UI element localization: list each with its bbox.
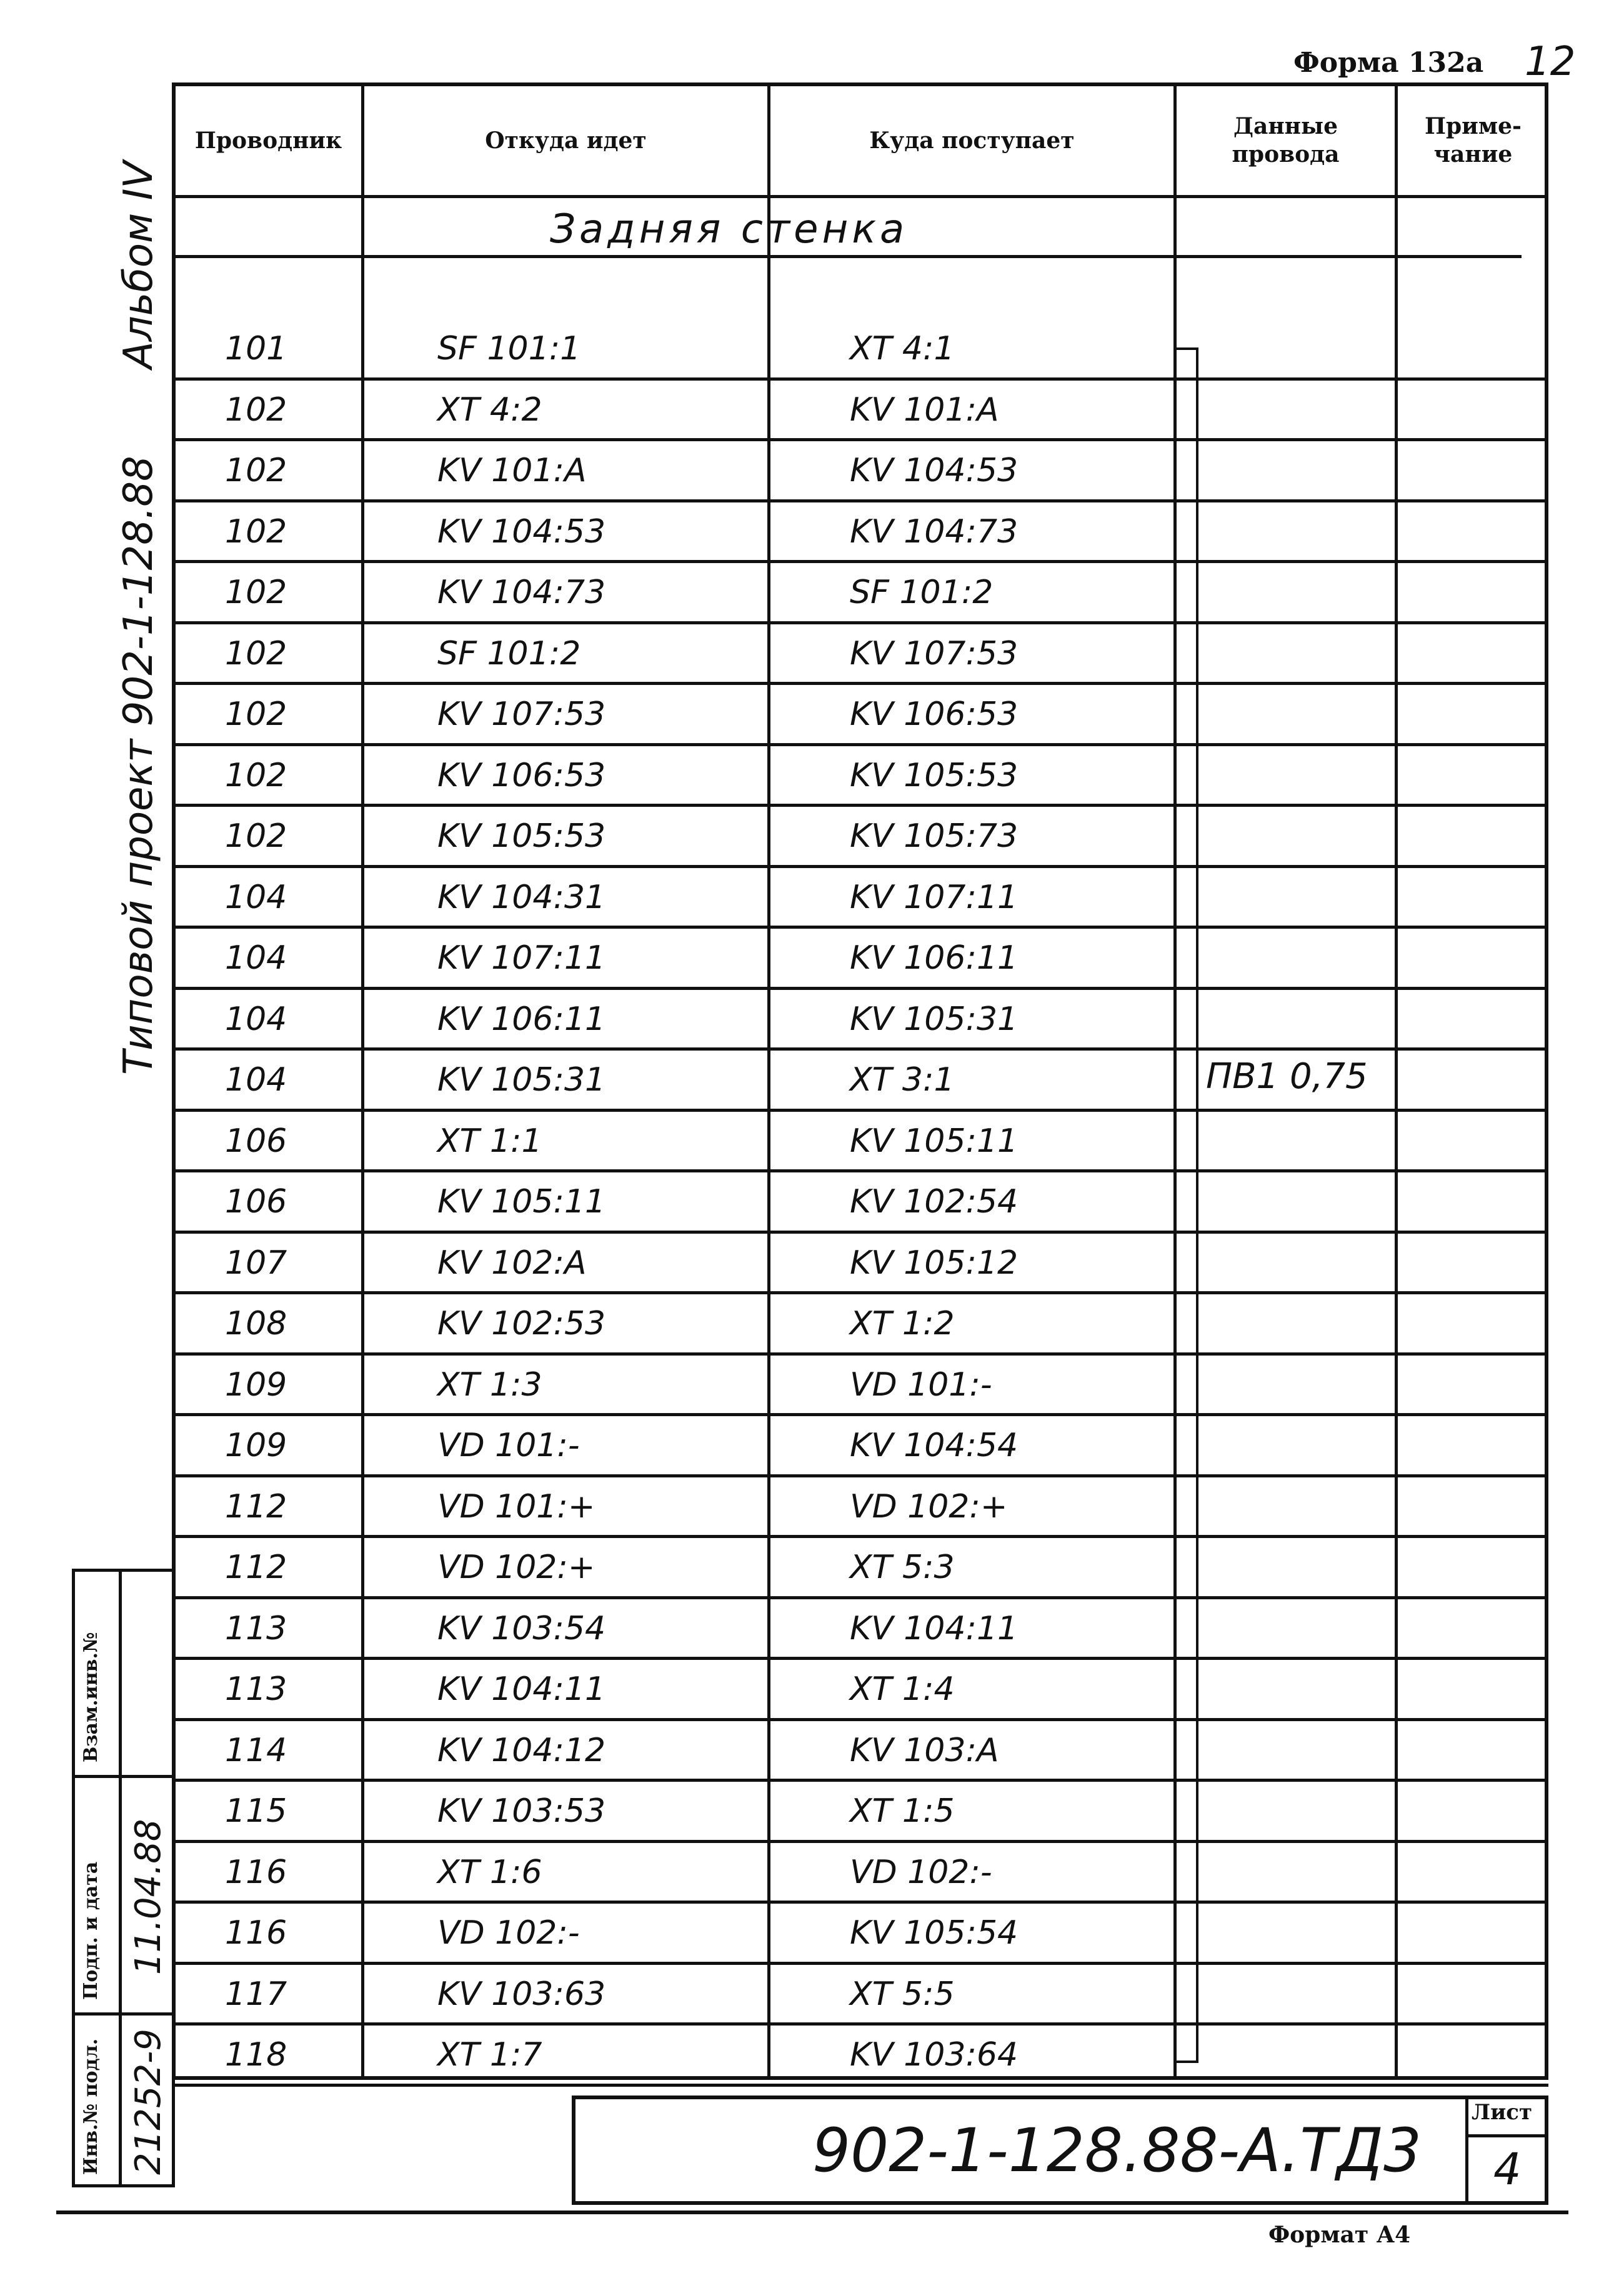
row-from: XT 1:7 xyxy=(437,2036,542,2074)
row-conductor: 102 xyxy=(225,452,287,489)
row-from: XT 1:1 xyxy=(437,1122,542,1160)
sheet-label: Лист xyxy=(1472,2100,1533,2125)
row-conductor: 118 xyxy=(225,2036,287,2074)
row-to: KV 106:53 xyxy=(850,696,1019,733)
row-from: KV 101:A xyxy=(437,452,587,489)
row-conductor: 106 xyxy=(225,1183,287,1221)
row-conductor: 108 xyxy=(225,1305,287,1342)
inventory-value: 21252-9 xyxy=(128,2029,169,2175)
row-conductor: 115 xyxy=(225,1792,287,1830)
header-conductor: Проводник xyxy=(194,127,342,154)
row-from: SF 101:2 xyxy=(437,634,581,672)
row-from: KV 105:11 xyxy=(437,1183,606,1221)
row-from: VD 101:+ xyxy=(437,1487,595,1526)
row-from: VD 102:- xyxy=(437,1914,580,1952)
row-conductor: 116 xyxy=(225,1914,287,1952)
row-conductor: 101 xyxy=(225,330,287,367)
header-note: Приме-чание xyxy=(1425,113,1522,167)
row-to: KV 104:73 xyxy=(850,512,1019,551)
row-conductor: 102 xyxy=(225,512,287,551)
bottom-rule xyxy=(56,2211,1568,2214)
row-conductor: 106 xyxy=(225,1122,287,1160)
row-to: KV 104:54 xyxy=(850,1427,1019,1464)
row-conductor: 112 xyxy=(225,1549,287,1586)
row-from: KV 103:53 xyxy=(437,1792,606,1830)
row-from: KV 102:A xyxy=(437,1244,587,1282)
row-to: KV 105:73 xyxy=(850,817,1019,855)
row-from: KV 104:12 xyxy=(437,1731,606,1769)
row-from: SF 101:1 xyxy=(437,330,581,367)
row-conductor: 102 xyxy=(225,817,287,855)
row-to: KV 104:11 xyxy=(850,1609,1019,1647)
row-from: KV 103:54 xyxy=(437,1609,606,1647)
row-conductor: 117 xyxy=(225,1975,287,2013)
row-to: KV 102:54 xyxy=(850,1183,1019,1221)
row-from: KV 104:53 xyxy=(437,512,606,551)
row-conductor: 104 xyxy=(225,1000,287,1038)
row-conductor: 104 xyxy=(225,1061,287,1099)
row-conductor: 114 xyxy=(225,1731,287,1769)
row-from: KV 104:11 xyxy=(437,1671,606,1708)
stamp-divider-2 xyxy=(72,2012,175,2016)
row-to: KV 107:53 xyxy=(850,634,1019,672)
row-from: KV 104:31 xyxy=(437,878,606,916)
row-from: KV 107:53 xyxy=(437,696,606,733)
row-conductor: 102 xyxy=(225,574,287,611)
row-to: XT 5:3 xyxy=(850,1549,955,1586)
row-conductor: 104 xyxy=(225,878,287,916)
row-conductor: 109 xyxy=(225,1366,287,1404)
row-from: KV 106:53 xyxy=(437,756,606,794)
document-code: 902-1-128.88-А.ТД3 xyxy=(812,2116,1422,2186)
row-to: XT 1:2 xyxy=(850,1305,955,1342)
stamp-inner-divider xyxy=(119,1569,122,2187)
row-conductor: 102 xyxy=(225,391,287,429)
row-to: XT 3:1 xyxy=(850,1061,955,1099)
row-conductor: 116 xyxy=(225,1853,287,1891)
row-from: KV 104:73 xyxy=(437,574,606,611)
row-to: KV 104:53 xyxy=(850,452,1019,489)
row-conductor: 104 xyxy=(225,939,287,977)
sheet-corner-number: 12 xyxy=(1525,39,1576,85)
wire-group-bracket xyxy=(1175,347,1198,2063)
row-from: VD 101:- xyxy=(437,1427,580,1464)
signature-value: 11.04.88 xyxy=(128,1819,169,1975)
row-from: KV 105:31 xyxy=(437,1061,606,1099)
row-to: KV 101:A xyxy=(850,391,999,429)
row-to: VD 102:+ xyxy=(850,1487,1008,1526)
row-to: VD 102:- xyxy=(850,1853,992,1891)
row-conductor: 107 xyxy=(225,1244,287,1282)
project-label: Типовой проект 902-1-128.88 xyxy=(116,456,162,1075)
row-to: KV 105:11 xyxy=(850,1122,1019,1160)
row-from: KV 106:11 xyxy=(437,1000,606,1038)
sheet-box-divider xyxy=(1465,2134,1548,2137)
row-to: KV 105:54 xyxy=(850,1914,1019,1952)
row-to: KV 103:64 xyxy=(850,2036,1019,2074)
row-to: XT 1:4 xyxy=(850,1671,955,1708)
row-to: XT 5:5 xyxy=(850,1975,955,2013)
row-from: KV 102:53 xyxy=(437,1305,606,1342)
row-to: SF 101:2 xyxy=(850,574,994,611)
stamp-divider-1 xyxy=(72,1775,175,1778)
row-from: KV 107:11 xyxy=(437,939,606,977)
row-to: KV 105:12 xyxy=(850,1244,1019,1282)
row-conductor: 102 xyxy=(225,634,287,672)
row-conductor: 102 xyxy=(225,756,287,794)
row-from: XT 4:2 xyxy=(437,391,542,429)
row-to: KV 105:31 xyxy=(850,1000,1019,1038)
exchange-label: Взам.инв.№ xyxy=(80,1632,102,1762)
row-to: XT 4:1 xyxy=(850,330,955,367)
row-conductor: 102 xyxy=(225,696,287,733)
row-conductor: 112 xyxy=(225,1487,287,1526)
row-to: KV 105:53 xyxy=(850,756,1019,794)
header-from: Откуда идет xyxy=(485,127,647,154)
row-to: KV 103:A xyxy=(850,1731,999,1769)
signature-label: Подп. и дата xyxy=(80,1861,102,2000)
row-conductor: 109 xyxy=(225,1427,287,1464)
header-to: Куда поступает xyxy=(869,127,1075,154)
row-from: KV 105:53 xyxy=(437,817,606,855)
row-from: KV 103:63 xyxy=(437,1975,606,2013)
row-to: XT 1:5 xyxy=(850,1792,955,1830)
wire-data-value: ПВ1 0,75 xyxy=(1206,1056,1368,1097)
form-label: Форма 132а xyxy=(1293,47,1484,79)
sheet-number: 4 xyxy=(1493,2144,1522,2195)
row-conductor: 113 xyxy=(225,1671,287,1708)
row-to: KV 106:11 xyxy=(850,939,1019,977)
format-label: Формат А4 xyxy=(1268,2222,1411,2248)
album-label: Альбом IV xyxy=(116,161,162,369)
inventory-label: Инв.№ подл. xyxy=(80,2038,102,2175)
row-conductor: 113 xyxy=(225,1609,287,1647)
header-wire-data: Данные провода xyxy=(1232,113,1340,167)
row-to: VD 101:- xyxy=(850,1366,992,1404)
row-from: XT 1:6 xyxy=(437,1853,542,1891)
section-title: Задняя стенка xyxy=(550,206,909,252)
row-to: KV 107:11 xyxy=(850,878,1019,916)
row-from: VD 102:+ xyxy=(437,1549,595,1586)
section-divider xyxy=(172,255,1522,258)
header-divider xyxy=(172,195,1548,198)
row-from: XT 1:3 xyxy=(437,1366,542,1404)
